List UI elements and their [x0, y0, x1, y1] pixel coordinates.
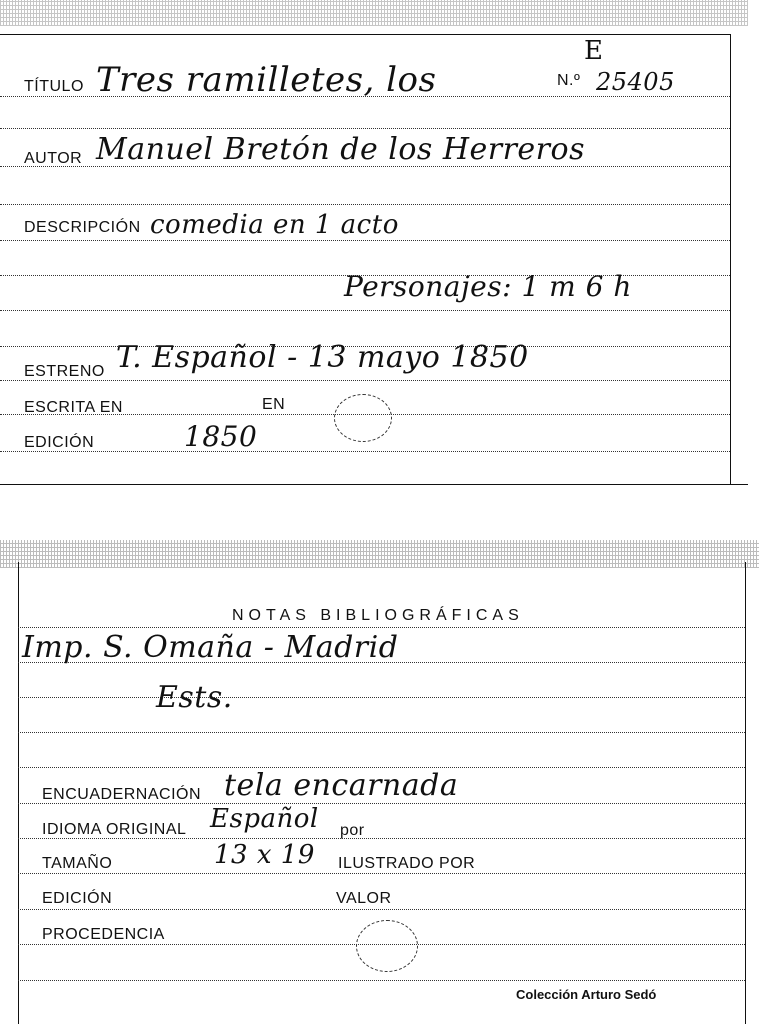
autor-label: AUTOR [24, 150, 83, 167]
titulo-label: TÍTULO [24, 78, 84, 95]
rule-line [18, 873, 745, 874]
descripcion-label: DESCRIPCIÓN [24, 219, 141, 236]
scan-noise [0, 0, 748, 26]
rule-line [0, 310, 730, 311]
rule-line [0, 240, 730, 241]
rule-line [0, 451, 730, 452]
ink-stamp [334, 394, 392, 442]
personajes-value: Personajes: 1 m 6 h [344, 270, 632, 303]
card-right-border [745, 562, 746, 1024]
catalog-card-bottom [0, 540, 759, 1028]
ink-stamp [356, 920, 418, 972]
tamano-value: 13 x 19 [214, 840, 315, 870]
en-label: EN [262, 396, 286, 413]
idioma-label: IDIOMA ORIGINAL [42, 821, 187, 838]
por-label: por [340, 822, 365, 839]
titulo-value: Tres ramilletes, los [96, 60, 437, 100]
catalog-card-top [0, 0, 748, 492]
card-right-border [730, 34, 731, 484]
card-bottom-border [0, 484, 748, 485]
edicion-label: EDICIÓN [24, 434, 95, 451]
valor-label: VALOR [336, 890, 392, 907]
autor-value: Manuel Bretón de los Herreros [96, 132, 585, 167]
card-top-border [0, 34, 730, 35]
escrita-label: ESCRITA EN [24, 399, 123, 416]
numero-letter: E [584, 36, 604, 66]
rule-line [0, 380, 730, 381]
rule-line [18, 980, 745, 981]
encuadernacion-label: ENCUADERNACIÓN [42, 786, 202, 803]
procedencia-label: PROCEDENCIA [42, 926, 165, 943]
scan-noise [0, 540, 759, 568]
rule-line [18, 697, 745, 698]
notas-heading: NOTAS BIBLIOGRÁFICAS [232, 607, 524, 624]
estreno-label: ESTRENO [24, 363, 105, 380]
estreno-value: T. Español - 13 mayo 1850 [116, 340, 529, 375]
nota-imprenta: Imp. S. Omaña - Madrid [22, 630, 399, 665]
rule-line [18, 909, 745, 910]
rule-line [18, 627, 745, 628]
encuadernacion-value: tela encarnada [224, 768, 459, 803]
idioma-value: Español [210, 804, 319, 834]
edicion-label: EDICIÓN [42, 890, 113, 907]
nota-ests: Ests. [156, 680, 233, 715]
rule-line [0, 204, 730, 205]
ilustrado-label: ILUSTRADO POR [338, 855, 476, 872]
tamano-label: TAMAÑO [42, 855, 113, 872]
numero-value: 25405 [596, 68, 675, 96]
numero-label: N.º [557, 72, 581, 89]
edicion-value: 1850 [184, 420, 258, 453]
card-left-border [18, 562, 19, 1024]
rule-line [0, 128, 730, 129]
rule-line [18, 732, 745, 733]
descripcion-value: comedia en 1 acto [150, 210, 399, 240]
collection-credit: Colección Arturo Sedó [516, 987, 657, 1002]
